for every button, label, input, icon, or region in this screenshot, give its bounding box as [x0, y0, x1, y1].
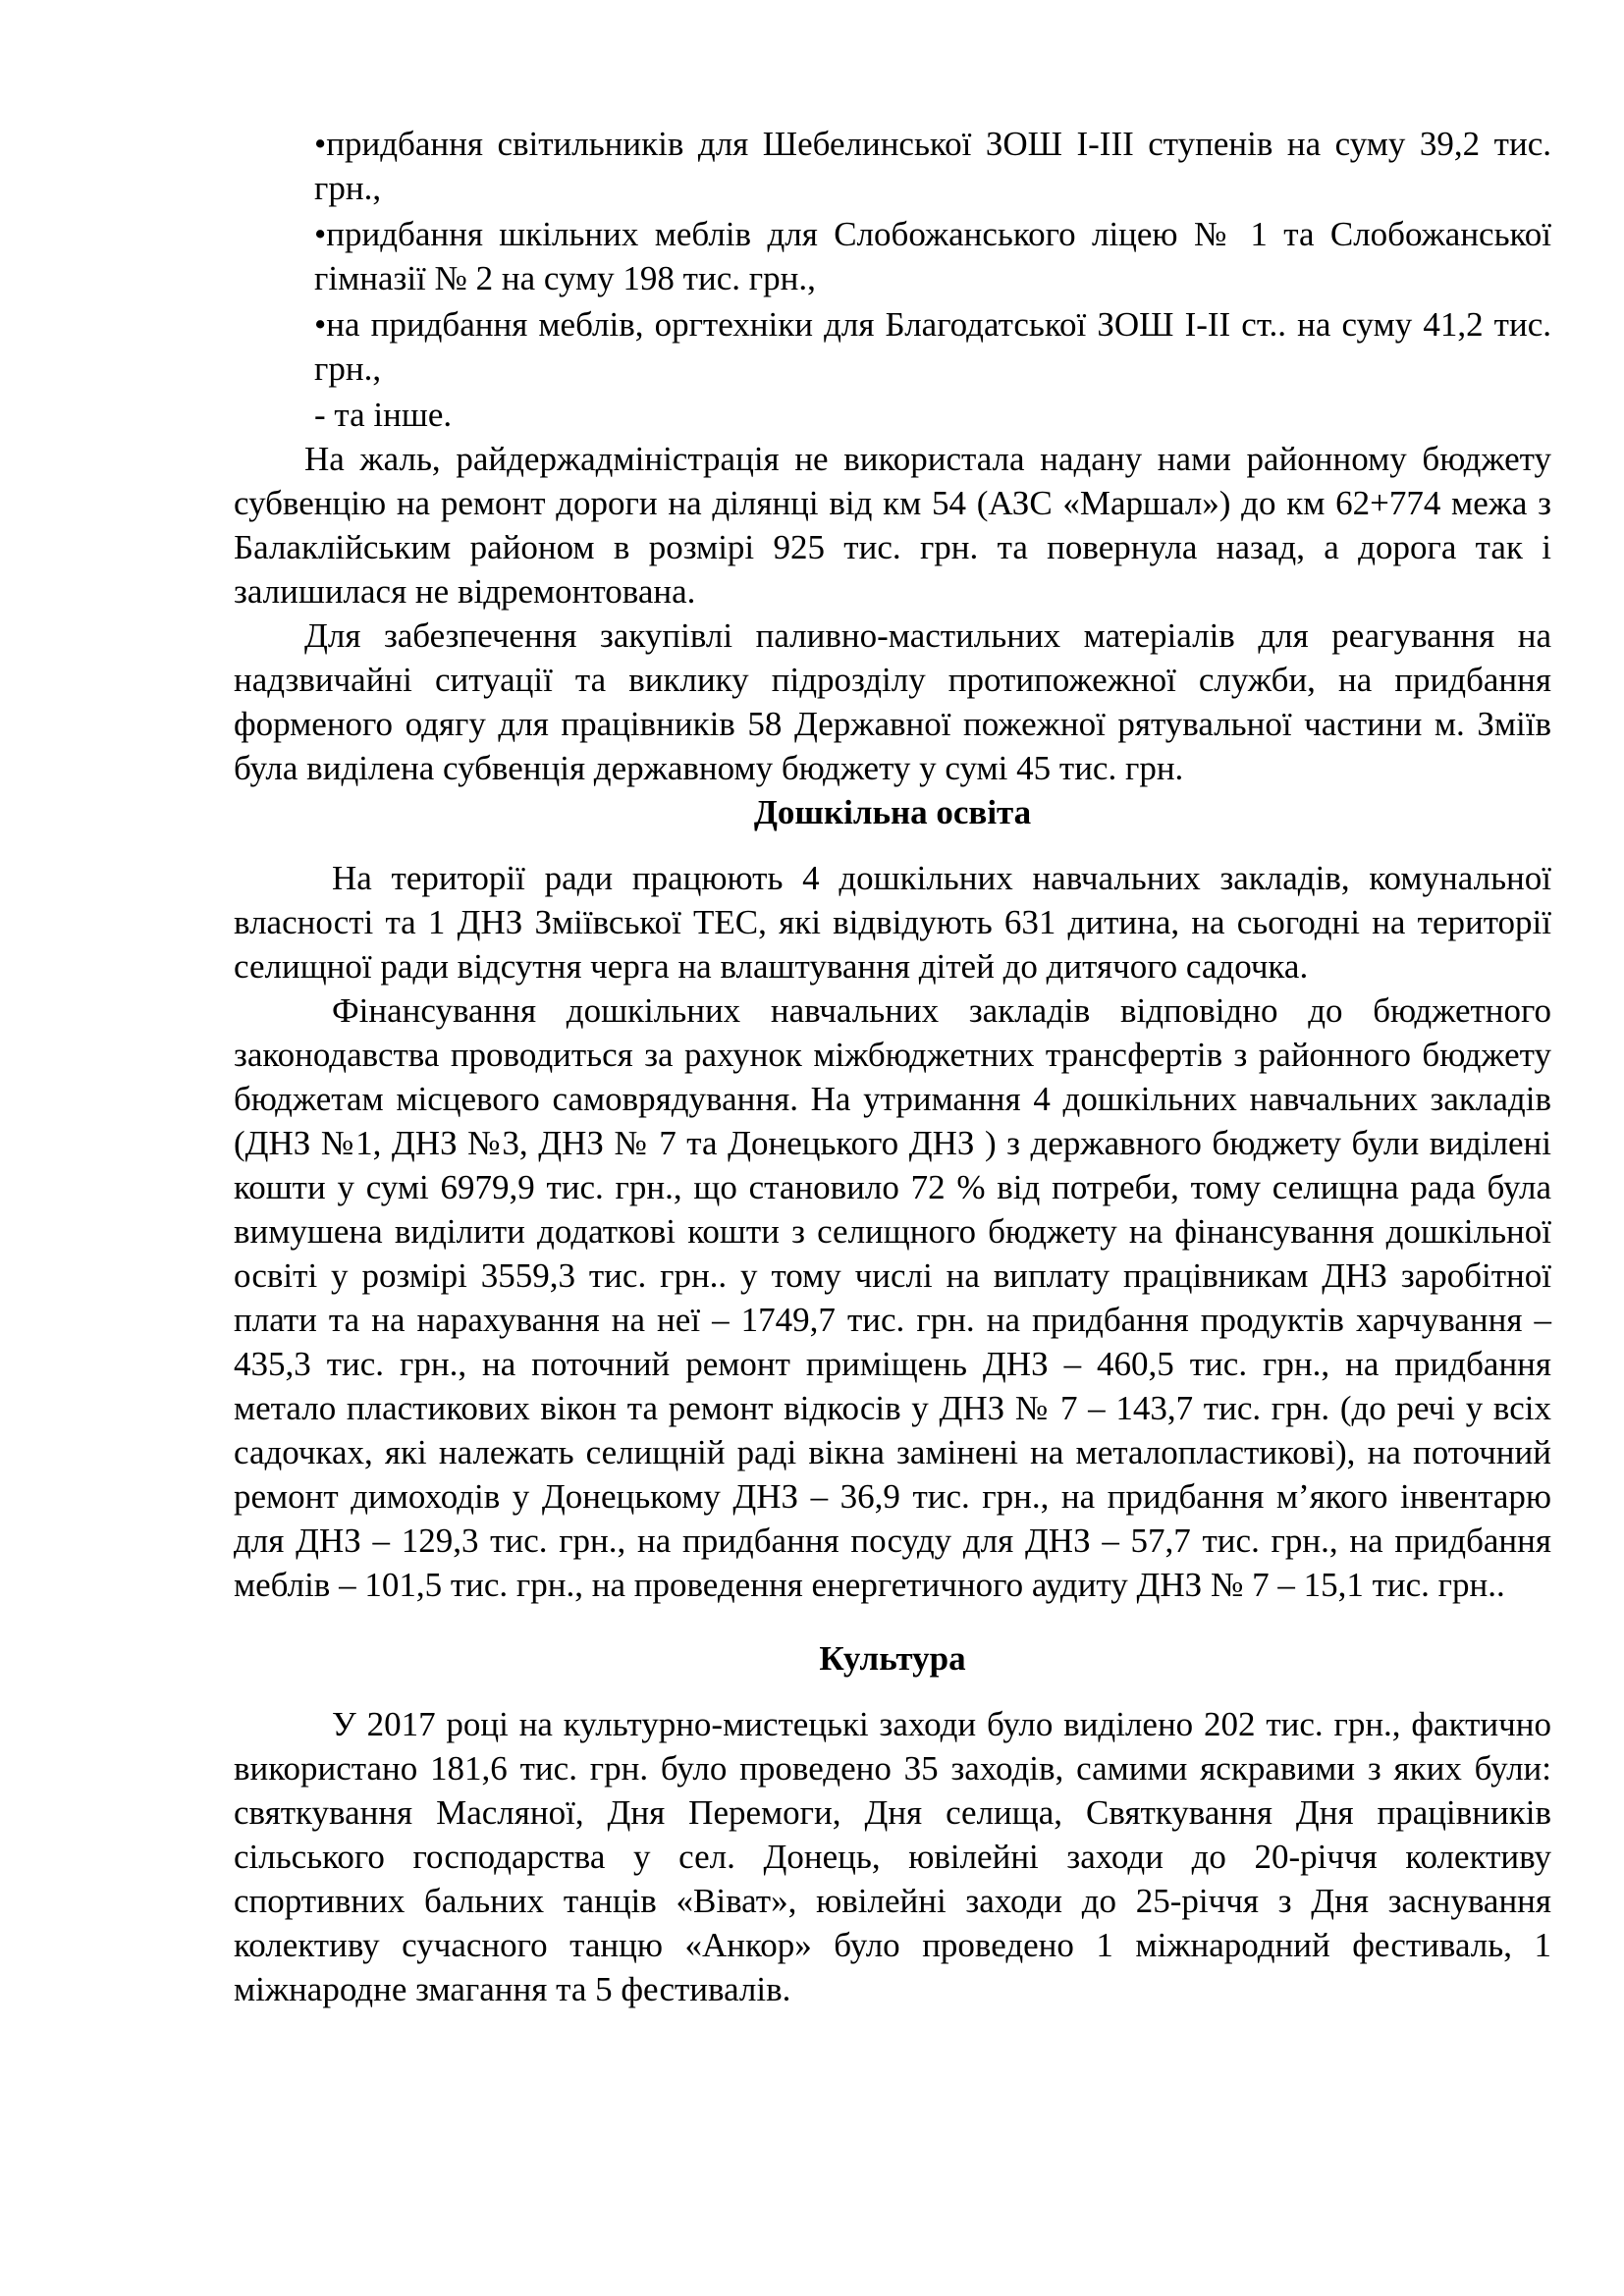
bullet-text: придбання шкільних меблів для Слобожанського ліцею № 1 та Слобожанської гімназії № 2 на суму 198 тис. грн., [314, 215, 1551, 297]
paragraph-fire: Для забезпечення закупівлі паливно-мастильних матеріалів для реагування на надзвичайні ситуації та виклику підрозділу протипожежної служби, на придбання форменого одягу для працівників 58 Державної пожежної рятувальної частини м. Зміїв була виділена субвенція державному бюджету у сумі 45 тис. грн. [234, 616, 1551, 787]
heading-culture: Культура [819, 1639, 966, 1678]
paragraph-culture: У 2017 році на культурно-мистецькі заходи було виділено 202 тис. грн., фактично використано 181,6 тис. грн. було проведено 35 заходів, самими яскравими з яких були: святкування Масляної, Дня Перемоги, Дня селища, Святкування Дня працівників сільського господарства у сел. Донець, ювілейні заходи до 20-річчя колективу спортивних бальних танців «Віват», ювілейні заходи до 25-річчя з Дня заснування колективу сучасного танцю «Анкор» було проведено 1 міжнародний фестиваль, 1 міжнародне змагання та 5 фестивалів. [234, 1705, 1551, 2008]
bullet-item [314, 302, 1551, 391]
paragraph-preschool-1: На території ради працюють 4 дошкільних навчальних закладів, комунальної власності та 1 ДНЗ Зміївської ТЕС, які відвідують 631 дитина, на сьогодні на території селищної ради відсутня черга на влаштування дітей до дитячого садочка. [234, 859, 1551, 986]
dash-item: - та інше. [314, 396, 453, 434]
bullet-text: придбання світильників для Шебелинської ЗОШ І-ІІІ ступенів на суму 39,2 тис. грн., [314, 125, 1551, 207]
bullet-item [314, 122, 1551, 210]
bullet-mark: • [314, 305, 327, 344]
bullet-text: на придбання меблів, оргтехніки для Благодатської ЗОШ І-ІІ ст.. на суму 41,2 тис. грн., [314, 305, 1551, 388]
paragraph-preschool-2: Фінансування дошкільних навчальних закладів відповідно до бюджетного законодавства проводиться за рахунок міжбюджетних трансфертів з районного бюджету бюджетам місцевого самоврядування. На утримання 4 дошкільних навчальних закладів (ДНЗ №1, ДНЗ №3, ДНЗ № 7 та Донецького ДНЗ ) з державного бюджету були виділені кошти у сумі 6979,9 тис. грн., що становило 72 % від потреби, тому селищна рада була вимушена виділити додаткові кошти з селищного бюджету на фінансування дошкільної освіті у розмірі 3559,3 тис. грн.. у тому числі на виплату працівникам ДНЗ заробітної плати та на нарахування на неї – 1749,7 тис. грн. на придбання продуктів харчування – 435,3 тис. грн., на поточний ремонт приміщень ДНЗ – 460,5 тис. грн., на придбання метало пластикових вікон та ремонт відкосів у ДНЗ № 7 – 143,7 тис. грн. (до речі у всіх садочках, які належать селищній раді вікна замінені на металопластикові), на поточний ремонт димоходів у Донецькому ДНЗ – 36,9 тис. грн., на придбання м’якого інвентарю для ДНЗ – 129,3 тис. грн., на придбання посуду для ДНЗ – 57,7 тис. грн., на придбання меблів – 101,5 тис. грн., на проведення енергетичного аудиту ДНЗ № 7 – 15,1 тис. грн.. [234, 991, 1551, 1604]
paragraph-road: На жаль, райдержадміністрація не використала надану нами районному бюджету субвенцію на ремонт дороги на ділянці від км 54 (АЗС «Маршал») до км 62+774 межа з Балаклійським районом в розмірі 925 тис. грн. та повернула назад, а дорога так і залишилася не відремонтована. [234, 440, 1551, 611]
heading-preschool: Дошкільна освіта [753, 793, 1032, 831]
bullet-mark: • [314, 125, 327, 163]
bullet-item [314, 212, 1551, 300]
document-page [234, 122, 1551, 2011]
bullet-mark: • [314, 215, 327, 253]
